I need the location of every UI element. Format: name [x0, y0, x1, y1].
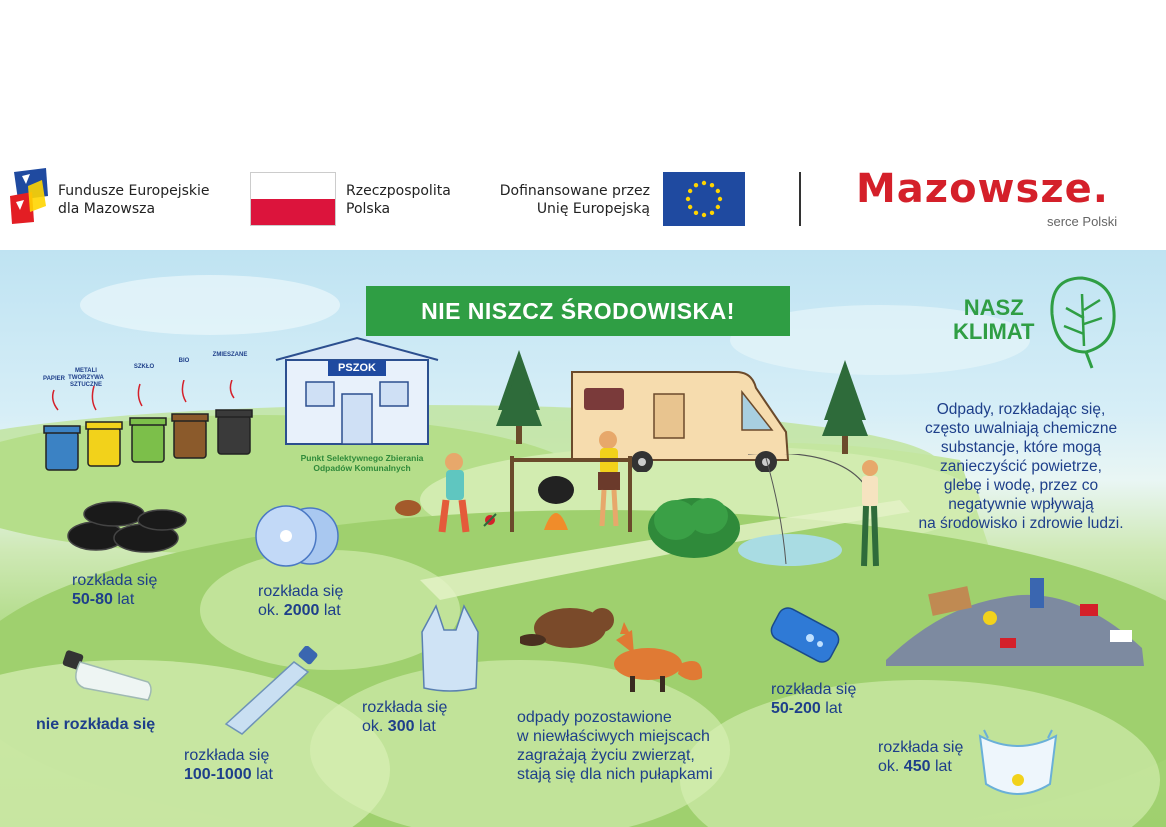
bins-icon — [40, 380, 260, 480]
eu-star — [694, 211, 698, 215]
can-value: 50-200 — [771, 700, 821, 717]
info-line: zanieczyścić powietrze, — [940, 458, 1102, 475]
poster — [0, 250, 1166, 827]
eu-star — [716, 189, 720, 193]
eu-flag-icon — [663, 172, 745, 226]
fe-line1: Fundusze Europejskie — [58, 183, 210, 199]
info-line: często uwalniają chemiczne — [924, 420, 1118, 437]
mazowsze-logo: Mazowsze. — [856, 166, 1109, 212]
cds-unit: lat — [319, 602, 341, 619]
diaper-line1: rozkłada się — [878, 739, 964, 756]
plastic-bag-icon — [414, 602, 486, 694]
rp-line2: Polska — [346, 201, 391, 217]
bag-caption — [362, 698, 447, 736]
mazowsze-tagline: serce Polski — [1047, 214, 1118, 229]
campers-people-icon — [394, 426, 674, 556]
tires-icon — [66, 496, 188, 556]
can-unit: lat — [820, 700, 843, 717]
can-line1: rozkłada się — [771, 681, 857, 698]
nasz-klimat-label — [953, 296, 1034, 344]
bag-value: 300 — [387, 718, 415, 735]
bottle-caption: nie rozkłada się — [36, 716, 156, 733]
diaper-caption — [878, 738, 963, 776]
fe-logo-icon — [8, 166, 52, 226]
cds-caption — [258, 582, 343, 620]
klimat-line2: KLIMAT — [953, 319, 1035, 344]
eu-star — [718, 197, 722, 201]
klimat-line1: NASZ — [963, 295, 1024, 320]
animals-line: zagrażają życiu zwierząt, — [517, 747, 695, 764]
bin-label-paper: PAPIER — [43, 376, 65, 382]
animals-line: stają się dla nich pułapkami — [517, 766, 713, 783]
drink-can-icon — [762, 604, 848, 674]
eu-star — [688, 189, 692, 193]
info-paragraph — [896, 400, 1146, 533]
cds-prefix: ok. — [258, 602, 284, 619]
info-line: na środowisko i zdrowie ludzi. — [918, 515, 1124, 532]
bag-line1: rozkłada się — [362, 699, 448, 716]
pet-unit: lat — [251, 766, 273, 783]
poster-title: NIE NISZCZ ŚRODOWISKA! — [366, 286, 790, 336]
info-line: Odpady, rozkładając się, — [936, 401, 1106, 418]
eu-star — [702, 213, 706, 217]
fisherman-icon — [746, 454, 886, 578]
diaper-value: 450 — [903, 758, 931, 775]
divider — [799, 172, 801, 226]
cds-value: 2000 — [283, 602, 320, 619]
pszok-line2: Odpadów Komunalnych — [313, 463, 411, 473]
pet-value: 100-1000 — [184, 766, 252, 783]
cds-line1: rozkłada się — [258, 583, 344, 600]
fe-line2: dla Mazowsza — [58, 201, 156, 217]
tires-value: 50-80 — [72, 591, 113, 608]
eu-star — [710, 183, 714, 187]
eu-star — [710, 211, 714, 215]
trash-pile-icon — [880, 568, 1152, 672]
diaper-icon — [974, 726, 1062, 806]
bag-prefix: ok. — [362, 718, 388, 735]
eu-star — [694, 183, 698, 187]
diaper-unit: lat — [930, 758, 952, 775]
eu-star — [688, 205, 692, 209]
bush-icon — [646, 490, 742, 560]
tires-line1: rozkłada się — [72, 572, 158, 589]
leaf-icon — [1042, 274, 1120, 370]
pet-caption — [184, 746, 273, 784]
tires-caption — [72, 571, 157, 609]
cd-discs-icon — [254, 504, 344, 570]
bin-label-mixed: ZMIESZANE — [212, 352, 248, 358]
bin-label-metal: METALI TWORZYWA SZTUCZNE — [68, 368, 104, 388]
pet-line1: rozkłada się — [184, 747, 270, 764]
info-line: substancje, które mogą — [940, 439, 1102, 456]
animals-caption — [517, 708, 713, 784]
diaper-prefix: ok. — [878, 758, 904, 775]
bag-unit: lat — [414, 718, 436, 735]
plastic-bottle-icon — [214, 646, 324, 736]
eu-line1: Dofinansowane przez — [499, 183, 650, 199]
info-line: glebę i wodę, przez co — [943, 477, 1099, 494]
eu-star — [686, 197, 690, 201]
bin-label-bio: BIO — [178, 358, 190, 364]
eu-star — [716, 205, 720, 209]
animals-line: w niewłaściwych miejscach — [517, 728, 710, 745]
logo-bar — [0, 140, 1166, 250]
info-line: negatywnie wpływają — [948, 496, 1094, 513]
rp-line1: Rzeczpospolita — [346, 183, 451, 199]
animals-line: odpady pozostawione — [517, 709, 672, 726]
pszok-line1: Punkt Selektywnego Zbierania — [300, 453, 424, 463]
glass-bottle-icon — [60, 648, 156, 708]
eu-star — [702, 181, 706, 185]
eu-line2: Unię Europejską — [536, 201, 650, 217]
polish-flag-icon — [250, 172, 336, 226]
bin-label-glass: SZKŁO — [133, 364, 155, 370]
can-caption — [771, 680, 856, 718]
tree-icon-2 — [822, 360, 868, 456]
pszok-sign: PSZOK — [338, 362, 376, 374]
beaver-fox-icon — [520, 598, 706, 694]
tires-unit: lat — [112, 591, 135, 608]
